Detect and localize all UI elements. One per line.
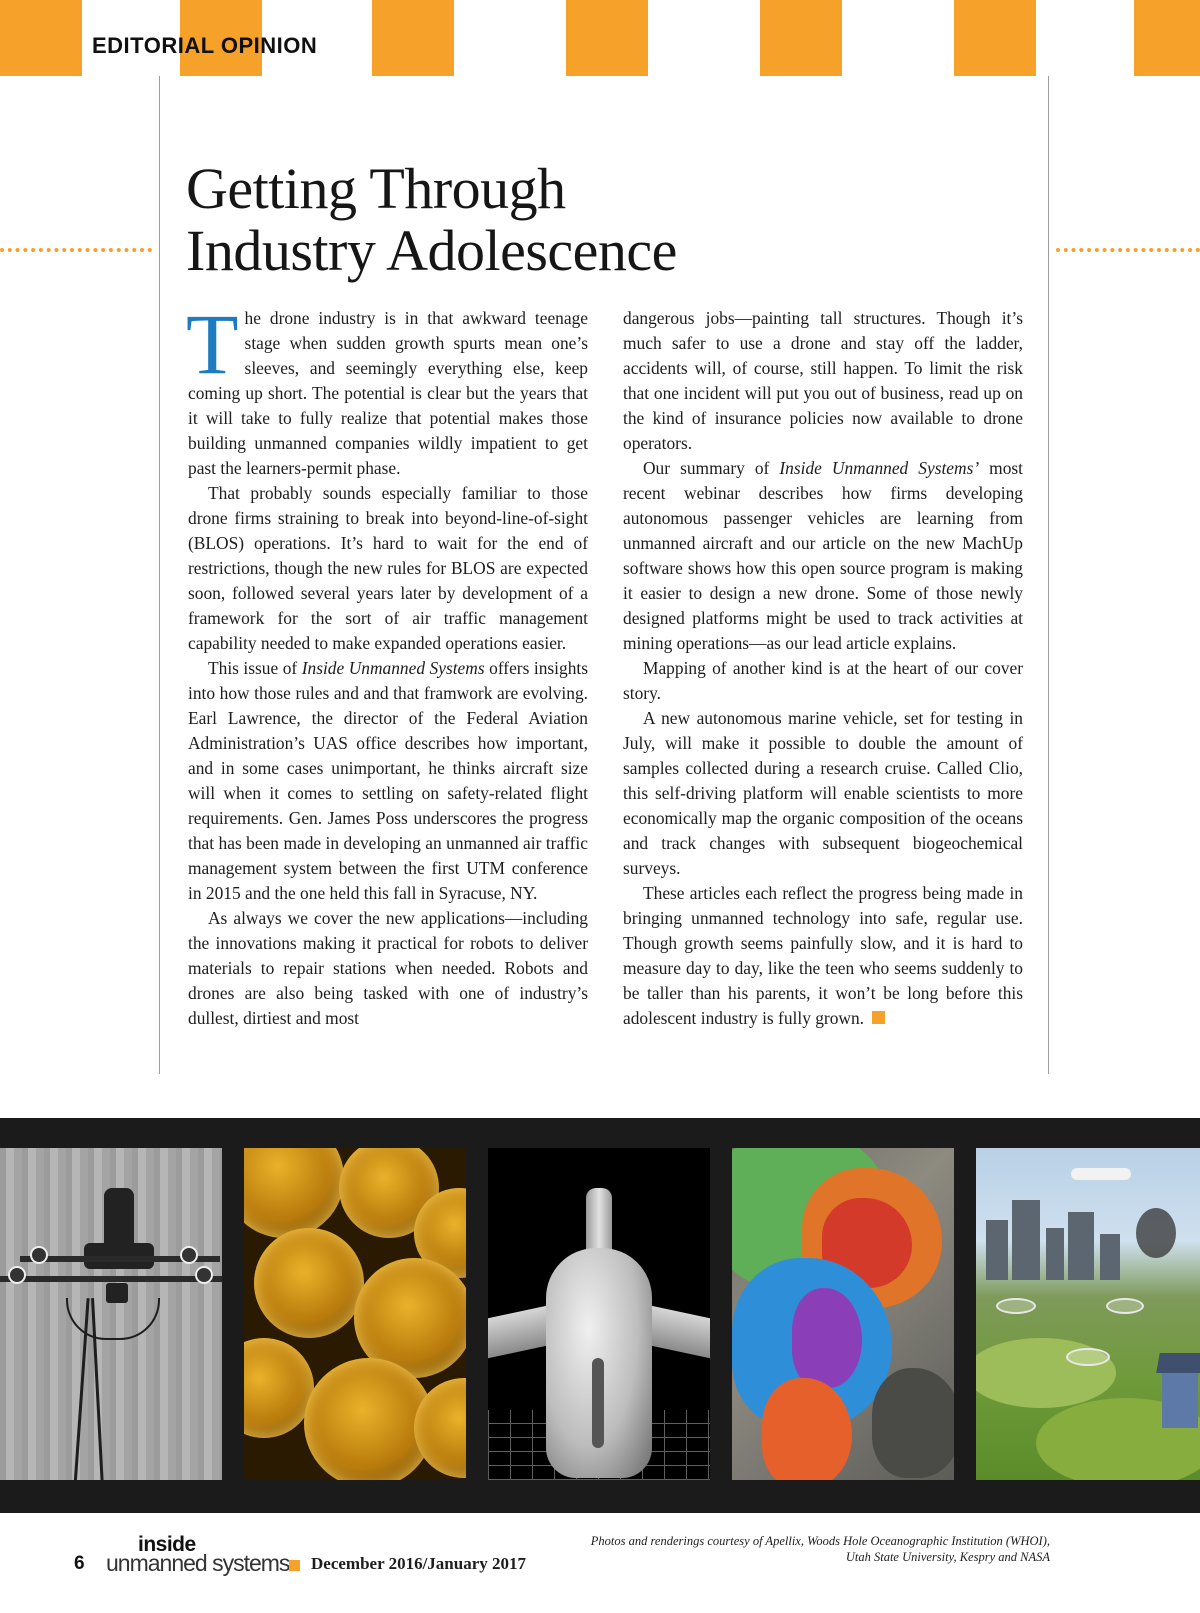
paragraph: That probably sounds especially familiar to those drone firms straining to break into beyond-line-of-sight (BLOS) operations. It’s hard to wait for the end of restrictions, though the new rules for BLOS are expected soon, followed several years later by development of a framework for the sort of air traffic management capability needed to make expanded operations easier. xyxy=(188,483,588,653)
paragraph: Mapping of another kind is at the heart of our cover story. xyxy=(623,658,1023,703)
section-label: EDITORIAL OPINION xyxy=(92,33,318,58)
terrain-map xyxy=(732,1148,954,1480)
paragraph: A new autonomous marine vehicle, set for testing in July, will make it possible to double the amount of samples collected during a research cruise. Called Clio, this self-driving platform will enable scientists to more economically map the organic composition of the oceans and track changes with subsequent biogeochemical surveys. xyxy=(623,708,1023,878)
title-line-2: Industry Adolescence xyxy=(186,218,677,283)
drop-cap: T xyxy=(186,296,239,392)
aircraft-rendering xyxy=(488,1148,710,1480)
page-number: 6 xyxy=(74,1553,85,1574)
left-dotted-rule xyxy=(0,248,152,252)
photo-credit: Photos and renderings courtesy of Apellix, Woods Hole Oceanographic Institution (WHOI), Utah State University, Kespry and NASA xyxy=(590,1534,1050,1564)
paragraph: This issue of Inside Unmanned Systems offers insights into how those rules and and that framwork are evolving. Earl Lawrence, the director of the Federal Aviation Administration’s UAS office describes how important, and in some cases unimportant, he thinks aircraft size will when it comes to settling on safety-related flight requirements. Gen. James Poss underscores the progress that has been made in developing an unmanned air traffic management system between the first UTM conference in 2015 and the one held this fall in Syracuse, NY. xyxy=(188,658,588,903)
right-frame-line xyxy=(1048,76,1049,1074)
paragraph: Our summary of Inside Unmanned Systems’ most recent webinar describes how firms developing autonomous passenger vehicles are learning from unmanned aircraft and our article on the new MachUp software shows how this open source program is making it easier to design a new drone. Some of those newly designed platforms might be used to track activities at mining operations—as our lead article explains. xyxy=(623,458,1024,653)
header-stripe xyxy=(760,0,842,76)
header-stripe xyxy=(566,0,648,76)
paragraph: As always we cover the new applications—including the innovations making it practical for robots to deliver materials to repair stations when needed. Robots and drones are also being tasked with one of industry’s dullest, dirtiest and most xyxy=(188,908,588,1028)
end-mark-icon xyxy=(872,1011,885,1024)
publication-name: Inside Unmanned Systems’ xyxy=(779,458,980,478)
footer-square-icon xyxy=(289,1560,300,1571)
article-title xyxy=(186,158,677,282)
cells-photo xyxy=(244,1148,466,1480)
paragraph: dangerous jobs—painting tall structures. Though it’s much safer to use a drone and stay off the ladder, accidents will, of course, still happen. To limit the risk that one incident will put you out of business, read up on the kind of insurance policies now available to drone operators. xyxy=(623,308,1023,453)
publication-name: Inside Unmanned Systems xyxy=(301,658,485,678)
header-stripe xyxy=(0,0,82,76)
article-column-2 xyxy=(623,306,1023,1031)
paragraph: These articles each reflect the progress being made in bringing unmanned technology into safe, regular use. Though growth seems painfully slow, and it is hard to measure day to day, like the teen who seems suddenly to be taller than his parents, it won’t be long before this adolescent industry is fully grown. xyxy=(623,883,1023,1028)
header-stripe xyxy=(954,0,1036,76)
magazine-logo-bottom: unmanned systems xyxy=(106,1550,290,1576)
drone-photo xyxy=(0,1148,222,1480)
header-stripe xyxy=(372,0,454,76)
issue-date: December 2016/January 2017 xyxy=(311,1554,526,1573)
paragraph: The drone industry is in that awkward teenage stage when sudden growth spurts mean one’s sleeves, and seemingly everything else, keep coming up short. The potential is clear but the years that it will take to fully realize that potential makes those building unmanned companies wildly impatient to get past the learners-permit phase. xyxy=(186,296,588,478)
countryside-illustration xyxy=(976,1148,1200,1480)
right-dotted-rule xyxy=(1056,248,1200,252)
header-stripe xyxy=(1134,0,1200,76)
article-column-1 xyxy=(186,296,588,1031)
left-frame-line xyxy=(159,76,160,1074)
title-line-1: Getting Through xyxy=(186,156,566,221)
magazine-logo-top: inside xyxy=(138,1533,196,1556)
